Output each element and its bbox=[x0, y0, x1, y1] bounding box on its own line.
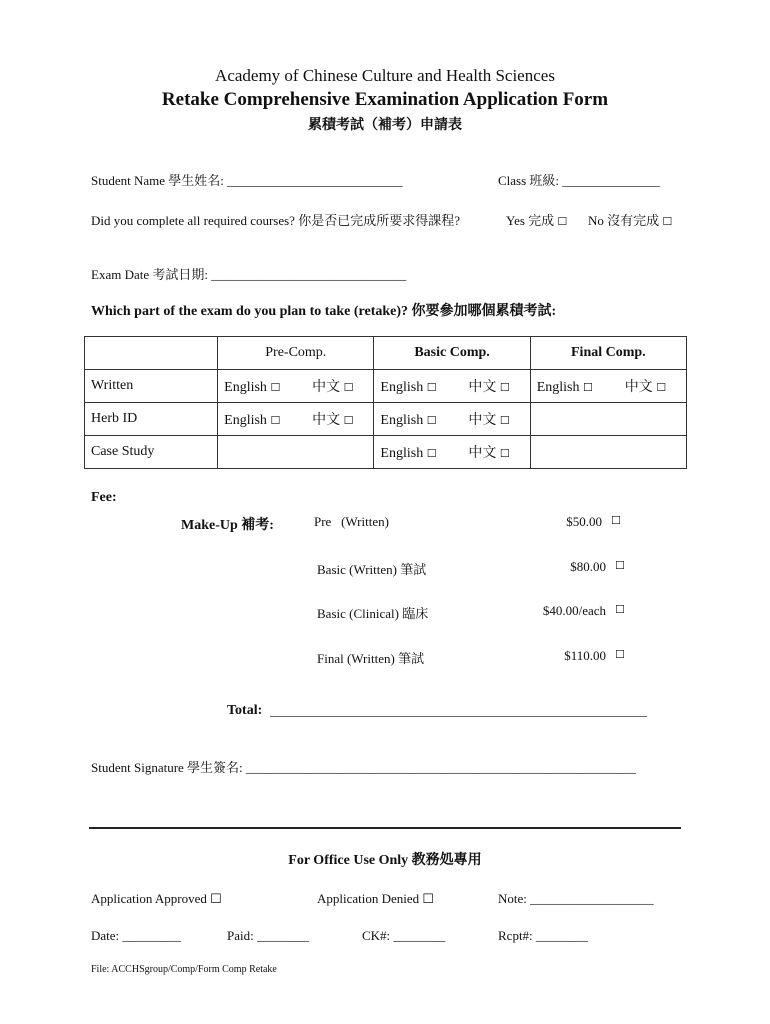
exam-part-question: Which part of the exam do you plan to take (retake)? 你要參加哪個累積考試: bbox=[91, 304, 557, 319]
fee-item-price: $80.00 bbox=[570, 559, 606, 574]
paid-field[interactable]: Paid: ________ bbox=[227, 928, 309, 943]
case-final-cell-empty bbox=[530, 436, 686, 469]
student-signature-field[interactable]: Student Signature 學生簽名: ____________________________________________________________ bbox=[91, 760, 636, 775]
date-field[interactable]: Date: _________ bbox=[91, 928, 181, 943]
case-pre-cell-empty bbox=[218, 436, 374, 469]
chinese-label: 中文 bbox=[468, 446, 497, 461]
written-basic-english-checkbox[interactable]: ☐ bbox=[426, 381, 437, 394]
yes-checkbox[interactable]: ☐ bbox=[557, 215, 568, 228]
fee-item-price: $110.00 bbox=[564, 648, 606, 663]
english-label: English bbox=[380, 380, 424, 395]
office-use-title: For Office Use Only 教務処專用 bbox=[288, 853, 482, 868]
table-row-written bbox=[85, 370, 687, 403]
table-row-case-study bbox=[85, 436, 687, 469]
herb-basic-cell bbox=[374, 403, 530, 436]
english-label: English bbox=[380, 413, 424, 428]
fee-final-written-checkbox[interactable]: ☐ bbox=[615, 648, 625, 661]
row-label-case-study: Case Study bbox=[85, 436, 218, 469]
fee-item-name: Pre (Written) bbox=[314, 514, 389, 529]
ck-field[interactable]: CK#: ________ bbox=[362, 928, 446, 943]
application-denied-checkbox[interactable]: Application Denied ☐ bbox=[317, 891, 435, 906]
application-approved-checkbox[interactable]: Application Approved ☐ bbox=[91, 891, 222, 906]
yes-option[interactable] bbox=[506, 210, 567, 229]
makeup-label: Make-Up 補考: bbox=[181, 518, 274, 533]
herb-final-cell-empty bbox=[530, 403, 686, 436]
fee-item-name: Basic (Clinical) 臨床 bbox=[317, 606, 429, 621]
chinese-label: 中文 bbox=[624, 380, 653, 395]
fee-item-name: Basic (Written) 筆試 bbox=[317, 562, 427, 577]
student-name-field[interactable]: Student Name 學生姓名: ___________________________ bbox=[91, 173, 403, 188]
english-label: English bbox=[224, 413, 267, 428]
row-label-written: Written bbox=[85, 370, 218, 403]
case-basic-english-checkbox[interactable]: ☐ bbox=[426, 447, 437, 460]
total-label: Total: bbox=[227, 703, 263, 718]
header-pre-comp: Pre-Comp. bbox=[218, 337, 374, 370]
yes-label: Yes 完成 bbox=[506, 213, 555, 228]
written-final-chinese-checkbox[interactable]: ☐ bbox=[656, 381, 667, 394]
exam-date-field[interactable]: Exam Date 考試日期: ______________________________ bbox=[91, 267, 407, 282]
table-header-row bbox=[85, 337, 687, 370]
written-basic-cell bbox=[374, 370, 530, 403]
rcpt-field[interactable]: Rcpt#: ________ bbox=[498, 928, 588, 943]
written-final-cell bbox=[530, 370, 686, 403]
written-final-english-checkbox[interactable]: ☐ bbox=[582, 381, 593, 394]
fee-basic-clinical-checkbox[interactable]: ☐ bbox=[615, 603, 625, 616]
courses-question: Did you complete all required courses? 你是否已完成所要求得課程? bbox=[91, 213, 460, 228]
fee-basic-written-checkbox[interactable]: ☐ bbox=[615, 559, 625, 572]
no-checkbox[interactable]: ☐ bbox=[662, 215, 673, 228]
header-cell-empty bbox=[85, 337, 218, 370]
fee-item-price: $50.00 bbox=[566, 514, 602, 529]
english-label: English bbox=[380, 446, 424, 461]
english-label: English bbox=[536, 380, 580, 395]
herb-pre-cell bbox=[218, 403, 374, 436]
total-field[interactable]: __________________________________________________________ bbox=[270, 703, 647, 718]
written-pre-english-checkbox[interactable]: ☐ bbox=[270, 381, 281, 394]
row-label-herb-id: Herb ID bbox=[85, 403, 218, 436]
written-pre-cell bbox=[218, 370, 374, 403]
chinese-label: 中文 bbox=[468, 413, 497, 428]
file-path-footer: File: ACCHSgroup/Comp/Form Comp Retake bbox=[91, 964, 277, 975]
fee-pre-written-checkbox[interactable]: ☐ bbox=[611, 514, 621, 527]
form-title-chinese: 累積考試（補考）申請表 bbox=[308, 118, 462, 133]
herb-pre-chinese-checkbox[interactable]: ☐ bbox=[343, 414, 354, 427]
fee-item-price: $40.00/each bbox=[542, 603, 606, 618]
no-option[interactable] bbox=[588, 210, 672, 229]
written-pre-chinese-checkbox[interactable]: ☐ bbox=[343, 381, 354, 394]
chinese-label: 中文 bbox=[312, 380, 341, 395]
herb-basic-english-checkbox[interactable]: ☐ bbox=[426, 414, 437, 427]
english-label: English bbox=[224, 380, 267, 395]
no-label: No 沒有完成 bbox=[588, 213, 660, 228]
fee-label: Fee: bbox=[91, 490, 117, 505]
table-row-herb-id bbox=[85, 403, 687, 436]
note-field[interactable]: Note: ___________________ bbox=[498, 891, 654, 906]
chinese-label: 中文 bbox=[468, 380, 497, 395]
case-basic-chinese-checkbox[interactable]: ☐ bbox=[499, 447, 510, 460]
herb-pre-english-checkbox[interactable]: ☐ bbox=[270, 414, 281, 427]
fee-item-name: Final (Written) 筆試 bbox=[317, 651, 425, 666]
header-basic-comp: Basic Comp. bbox=[374, 337, 530, 370]
class-field[interactable]: Class 班級: _______________ bbox=[498, 173, 660, 188]
herb-basic-chinese-checkbox[interactable]: ☐ bbox=[499, 414, 510, 427]
form-title: Retake Comprehensive Examination Application Form bbox=[161, 89, 609, 110]
institution-name: Academy of Chinese Culture and Health Sciences bbox=[215, 66, 555, 85]
exam-part-table bbox=[84, 336, 687, 469]
chinese-label: 中文 bbox=[312, 413, 341, 428]
case-basic-cell bbox=[374, 436, 530, 469]
written-basic-chinese-checkbox[interactable]: ☐ bbox=[499, 381, 510, 394]
section-divider bbox=[89, 827, 681, 829]
header-final-comp: Final Comp. bbox=[530, 337, 686, 370]
